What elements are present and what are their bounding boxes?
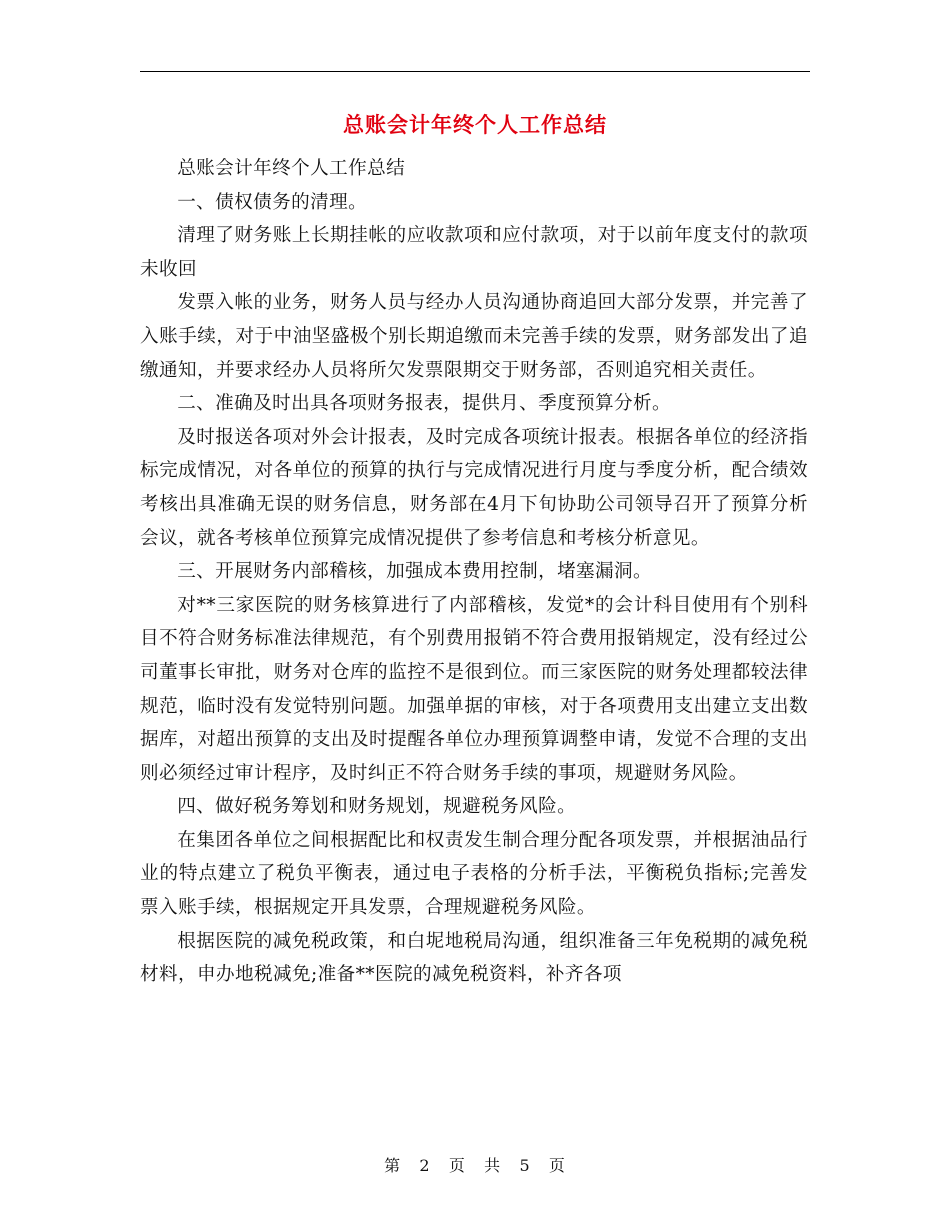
paragraph-subtitle: 总账会计年终个人工作总结 [177, 158, 406, 179]
paragraph: 发票入帐的业务，财务人员与经办人员沟通协商追回大部分发票，并完善了入账手续，对于中油坚盛极个别长期追缴而未完善手续的发票，财务部发出了追缴通知，并要求经办人员将所欠发票限期交于财务部，否则追究相关责任。 [140, 292, 808, 381]
footer-label-unit-end: 页 [548, 1156, 566, 1175]
section-heading-1: 一、债权债务的清理。 [177, 191, 368, 213]
section-heading-3: 三、开展财务内部稽核，加强成本费用控制，堵塞漏洞。 [177, 561, 653, 583]
footer-label-unit: 页 [448, 1156, 466, 1175]
footer-label-page: 第 [384, 1156, 402, 1175]
header-rule [140, 71, 810, 72]
footer-current-page: 2 [419, 1156, 431, 1175]
section-heading-4: 四、做好税务筹划和财务规划，规避税务风险。 [177, 796, 577, 818]
paragraph: 对**三家医院的财务核算进行了内部稽核，发觉*的会计科目使用有个别科目不符合财务标准法律规范，有个别费用报销不符合费用报销规定，没有经过公司董事长审批，财务对仓库的监控不是很到位。而三家医院的财务处理都较法律规范，临时没有发觉特别问题。加强单据的审核，对于各项费用支出建立支出数据库，对超出预算的支出及时提醒各单位办理预算调整申请，发觉不合理的支出则必须经过审计程序，及时纠正不符合财务手续的事项，规避财务风险。 [140, 594, 808, 784]
document-title: 总账会计年终个人工作总结 [343, 113, 607, 137]
paragraph: 清理了财务账上长期挂帐的应收款项和应付款项，对于以前年度支付的款项未收回 [140, 225, 808, 280]
paragraph: 根据医院的减免税政策，和白坭地税局沟通，组织准备三年免税期的减免税材料，申办地税减免;准备**医院的减免税资料，补齐各项 [140, 930, 808, 986]
footer-total-pages: 5 [519, 1156, 531, 1175]
paragraph: 在集团各单位之间根据配比和权责发生制合理分配各项发票，并根据油品行业的特点建立了税负平衡表，通过电子表格的分析手法，平衡税负指标;完善发票入账手续，根据规定开具发票，合理规避税务风险。 [140, 829, 808, 919]
paragraph: 及时报送各项对外会计报表，及时完成各项统计报表。根据各单位的经济指标完成情况，对各单位的预算的执行与完成情况进行月度与季度分析，配合绩效考核出具准确无误的财务信息，财务部在4月下旬协助公司领导召开了预算分析会议，就各考核单位预算完成情况提供了参考信息和考核分析意见。 [140, 426, 808, 549]
page-footer [0, 1154, 950, 1178]
section-heading-2: 二、准确及时出具各项财务报表，提供月、季度预算分析。 [177, 393, 672, 415]
footer-label-total: 共 [484, 1156, 502, 1175]
document-body [140, 152, 808, 992]
